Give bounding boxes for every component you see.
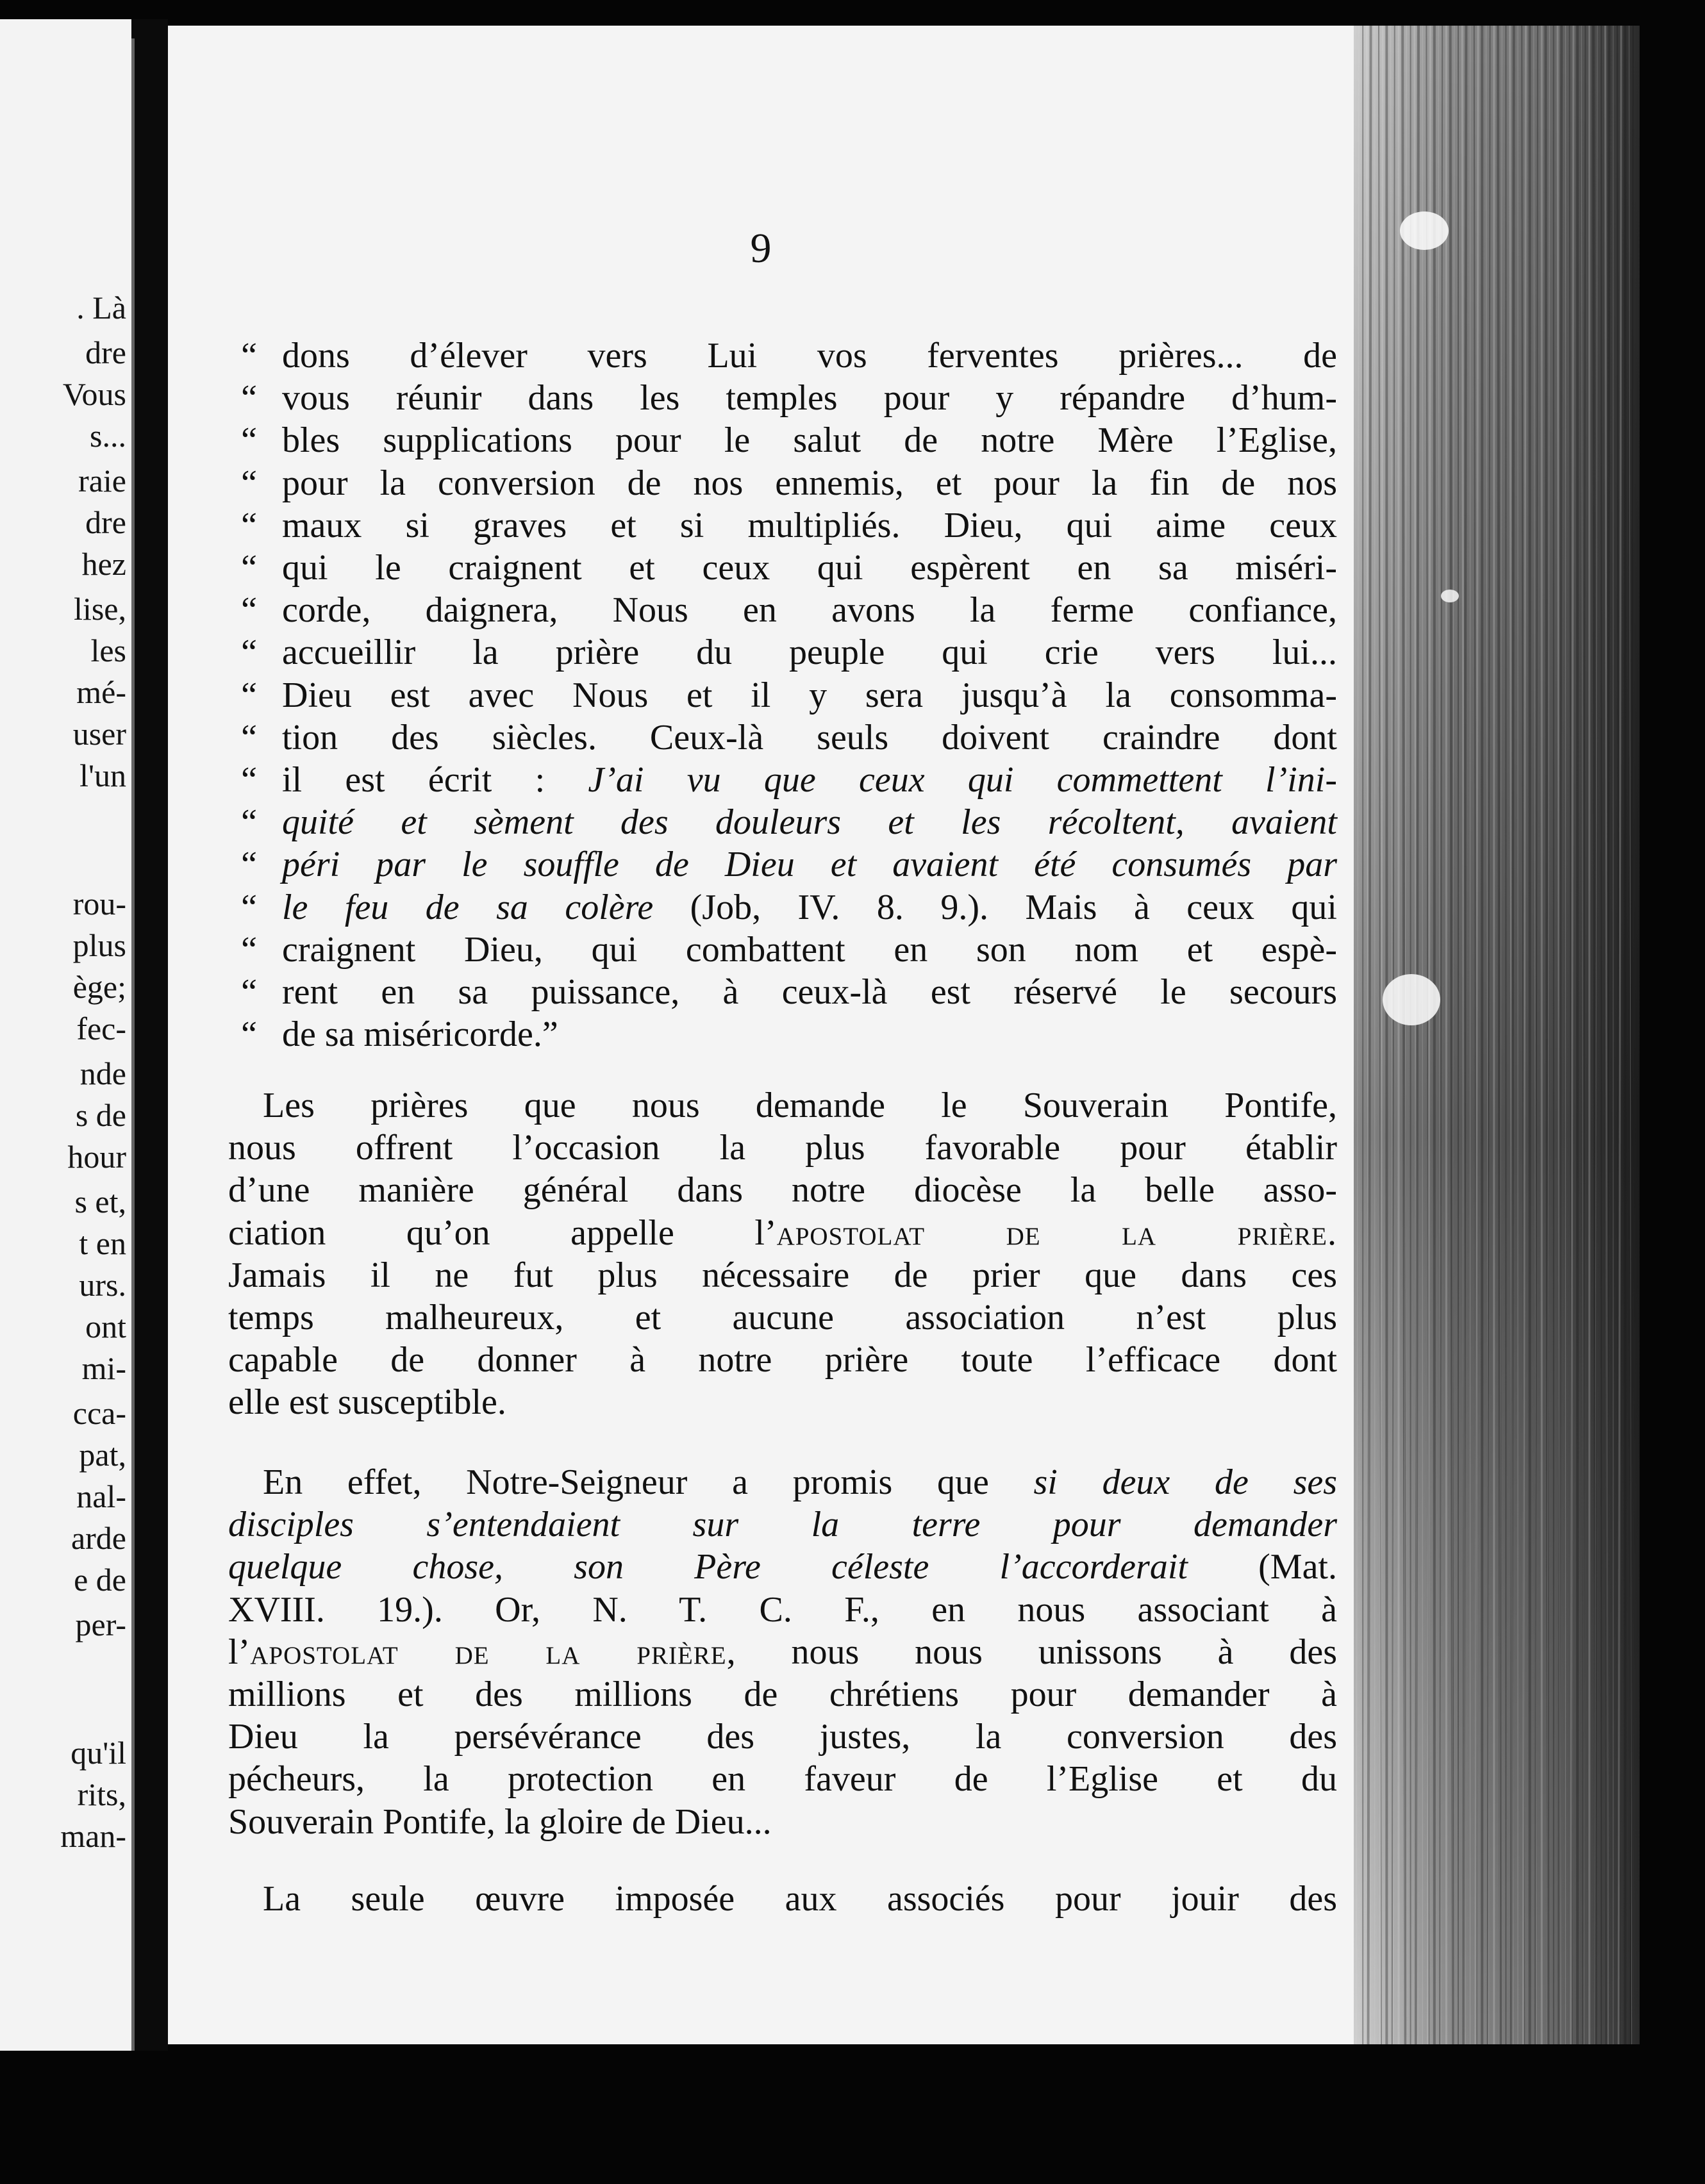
text-line — [228, 589, 1337, 631]
line-text — [282, 589, 1337, 631]
previous-page-text-fragment: s... — [90, 418, 126, 454]
line-text — [282, 886, 1337, 929]
text-line — [228, 1013, 1337, 1055]
text-run: nous offrent l’occasion la plus favorable pour établir — [228, 1128, 1337, 1168]
text-run: , nous nous unissons à des — [726, 1632, 1337, 1672]
text-line — [228, 419, 1337, 461]
text-line — [228, 759, 1337, 801]
text-run: qui le craignent et ceux qui espèrent en sa miséri- — [282, 548, 1337, 588]
line-text — [228, 1127, 1337, 1169]
previous-page-text-fragment: lise, — [74, 591, 126, 627]
line-text — [228, 1254, 1337, 1296]
line-text — [228, 1381, 1337, 1423]
previous-page-text-fragment: man- — [60, 1818, 126, 1854]
text-run: dons d’élever vers Lui vos ferventes prières... de — [282, 336, 1337, 376]
line-text — [282, 759, 1337, 801]
text-run: Dieu est avec Nous et il y sera jusqu’à la consomma- — [282, 675, 1337, 715]
text-line — [228, 1758, 1337, 1800]
previous-page-text-fragment: hez — [81, 546, 126, 582]
text-line — [228, 1169, 1337, 1211]
previous-page-text-fragment: . Là — [76, 290, 126, 326]
text-run: pour la conversion de nos ennemis, et pour la fin de nos — [282, 463, 1337, 503]
text-line — [228, 1296, 1337, 1339]
text-line — [228, 631, 1337, 674]
text-run: il est écrit : — [282, 760, 588, 800]
line-text — [228, 1461, 1337, 1503]
small-caps-run: apostolat de la prière. — [776, 1213, 1337, 1253]
italic-run: si deux de ses — [1033, 1462, 1338, 1502]
text-run: (Mat. — [1187, 1547, 1337, 1587]
text-run: millions et des millions de chrétiens pour demander à — [228, 1675, 1337, 1714]
previous-page-text-fragment: per- — [75, 1607, 126, 1642]
line-text — [228, 1589, 1337, 1631]
line-text — [282, 462, 1337, 504]
quote-mark: “ — [241, 548, 257, 588]
line-text — [282, 335, 1337, 377]
text-line — [228, 335, 1337, 377]
line-text — [282, 419, 1337, 461]
previous-page-text-fragment: qu'il — [71, 1735, 126, 1771]
previous-page-text-fragment: raie — [78, 463, 126, 499]
text-run: elle est susceptible. — [228, 1382, 506, 1422]
text-line — [228, 1503, 1337, 1546]
italic-run: quité et sèment des douleurs et les récoltent, avaient — [282, 802, 1337, 842]
text-run: pécheurs, la protection en faveur de l’Eglise et du — [228, 1759, 1337, 1799]
text-run: En effet, Notre-Seigneur a promis que — [263, 1462, 1034, 1502]
italic-run: péri par le souffle de Dieu et avaient été consumés par — [282, 845, 1337, 884]
text-line — [228, 1801, 1337, 1843]
text-line — [228, 1716, 1337, 1758]
text-line — [228, 1339, 1337, 1381]
text-run: rent en sa puissance, à ceux-là est réservé le secours — [282, 972, 1337, 1012]
text-run: vous réunir dans les temples pour y répandre d’hum- — [282, 378, 1337, 418]
previous-page-text-fragment: s de — [75, 1097, 126, 1133]
quote-mark: “ — [241, 718, 257, 757]
line-text — [228, 1801, 1337, 1843]
text-line — [228, 674, 1337, 716]
quote-mark: “ — [241, 590, 257, 630]
previous-page-text-fragment: les — [90, 633, 126, 668]
scan-bottom-margin — [0, 2051, 1705, 2184]
line-text — [282, 801, 1337, 843]
previous-page-text-fragment: urs. — [79, 1267, 126, 1303]
previous-page-text-fragment: plus — [72, 927, 126, 963]
line-text — [282, 971, 1337, 1013]
previous-page-text-fragment: mé- — [76, 674, 126, 710]
quote-mark: “ — [241, 336, 257, 376]
line-text — [228, 1631, 1337, 1673]
line-text — [228, 1084, 1337, 1127]
text-run: Les prières que nous demande le Souverain Pontife, — [263, 1086, 1337, 1125]
previous-page-text-fragment: rou- — [72, 886, 126, 922]
text-line — [228, 929, 1337, 971]
text-line — [228, 1127, 1337, 1169]
line-text — [282, 843, 1337, 886]
line-text — [282, 547, 1337, 589]
line-text — [282, 674, 1337, 716]
text-run: La seule œuvre imposée aux associés pour jouir des — [263, 1879, 1337, 1919]
text-run: tion des siècles. Ceux-là seuls doivent craindre dont — [282, 718, 1337, 757]
quote-mark: “ — [241, 420, 257, 460]
text-line — [228, 1461, 1337, 1503]
line-text — [228, 1339, 1337, 1381]
italic-run: J’ai vu que ceux qui commettent l’ini- — [588, 760, 1338, 800]
quote-mark: “ — [241, 378, 257, 418]
previous-page-text-fragment: Vous — [62, 376, 126, 412]
line-text — [228, 1716, 1337, 1758]
text-line — [228, 1878, 1337, 1920]
line-text — [228, 1546, 1337, 1588]
previous-page-text-fragment: ège; — [72, 969, 126, 1005]
italic-run: disciples s’entendaient sur la terre pour demander — [228, 1505, 1337, 1544]
line-text — [282, 1013, 1337, 1055]
quote-mark: “ — [241, 633, 257, 672]
text-line — [228, 843, 1337, 886]
text-line — [228, 1546, 1337, 1588]
previous-page-text-fragment: pat, — [79, 1437, 126, 1473]
previous-page-text-fragment: arde — [71, 1520, 126, 1556]
text-run: XVIII. 19.). Or, N. T. C. F., en nous associant à — [228, 1590, 1337, 1630]
text-run: capable de donner à notre prière toute l’efficace dont — [228, 1340, 1337, 1380]
previous-page-text-fragment: t en — [79, 1225, 126, 1261]
italic-run: le feu de sa colère — [282, 888, 654, 927]
text-line — [228, 971, 1337, 1013]
text-run: temps malheureux, et aucune association n’est plus — [228, 1298, 1337, 1337]
line-text — [228, 1673, 1337, 1716]
line-text — [282, 377, 1337, 419]
quote-mark: “ — [241, 506, 257, 545]
quote-mark: “ — [241, 463, 257, 503]
previous-page-text-fragment: fec- — [76, 1011, 126, 1046]
quote-mark: “ — [241, 845, 257, 884]
previous-page-text-fragment: ont — [85, 1309, 126, 1344]
previous-page-text-fragment: dre — [85, 335, 126, 370]
italic-run: quelque chose, son Père céleste l’accorderait — [228, 1547, 1188, 1587]
line-text — [282, 716, 1337, 759]
text-line — [228, 1084, 1337, 1127]
text-line — [228, 1381, 1337, 1423]
text-run: bles supplications pour le salut de notre Mère l’Eglise, — [282, 420, 1337, 460]
quote-mark: “ — [241, 802, 257, 842]
quote-mark: “ — [241, 972, 257, 1012]
text-line — [228, 886, 1337, 929]
text-line — [228, 1254, 1337, 1296]
line-text — [282, 929, 1337, 971]
text-run: Jamais il ne fut plus nécessaire de prier que dans ces — [228, 1255, 1337, 1295]
line-text — [228, 1878, 1337, 1920]
line-text — [228, 1169, 1337, 1211]
text-run: maux si graves et si multipliés. Dieu, qui aime ceux — [282, 506, 1337, 545]
text-run: Souverain Pontife, la gloire de Dieu... — [228, 1802, 772, 1842]
previous-page-text-fragment: l'un — [79, 757, 126, 793]
previous-page-text-fragment: cca- — [72, 1395, 126, 1431]
page-number: 9 — [750, 225, 772, 272]
text-line — [228, 1631, 1337, 1673]
text-line — [228, 1589, 1337, 1631]
line-text — [282, 631, 1337, 674]
text-line — [228, 1212, 1337, 1254]
text-run: ciation qu’on appelle l’ — [228, 1213, 777, 1253]
previous-page-text-fragment: hour — [67, 1139, 126, 1175]
text-run: d’une manière général dans notre diocèse la belle asso- — [228, 1170, 1337, 1210]
small-caps-run: apostolat de la prière — [250, 1632, 727, 1672]
previous-page-text-fragment: nde — [79, 1055, 126, 1091]
text-run: corde, daignera, Nous en avons la ferme confiance, — [282, 590, 1337, 630]
previous-page-text-fragment: dre — [85, 504, 126, 540]
line-text — [228, 1212, 1337, 1254]
previous-page-text-fragment: mi- — [81, 1350, 126, 1386]
line-text — [228, 1758, 1337, 1800]
line-text — [282, 504, 1337, 547]
text-line — [228, 1673, 1337, 1716]
quote-mark: “ — [241, 888, 257, 927]
line-text — [228, 1296, 1337, 1339]
line-text — [228, 1503, 1337, 1546]
quote-mark: “ — [241, 1014, 257, 1054]
text-run: l’ — [228, 1632, 251, 1672]
text-line — [228, 504, 1337, 547]
text-run: Dieu la persévérance des justes, la conversion des — [228, 1717, 1337, 1757]
text-line — [228, 462, 1337, 504]
quote-mark: “ — [241, 675, 257, 715]
quote-mark: “ — [241, 760, 257, 800]
previous-page-text-fragment: e de — [74, 1562, 126, 1598]
text-run: (Job, IV. 8. 9.). Mais à ceux qui — [653, 888, 1337, 927]
text-run: de sa miséricorde.” — [282, 1014, 558, 1054]
text-line — [228, 547, 1337, 589]
text-run: accueillir la prière du peuple qui crie vers lui... — [282, 633, 1337, 672]
quote-mark: “ — [241, 930, 257, 970]
text-run: craignent Dieu, qui combattent en son nom et espè- — [282, 930, 1337, 970]
text-line — [228, 716, 1337, 759]
previous-page-text-fragment: s et, — [74, 1184, 126, 1220]
previous-page-text-fragment: rits, — [77, 1776, 126, 1812]
previous-page-edge — [0, 19, 131, 2134]
book-page — [168, 26, 1354, 2044]
text-line — [228, 377, 1337, 419]
book-fore-edge — [1354, 26, 1640, 2044]
text-line — [228, 801, 1337, 843]
previous-page-text-fragment: user — [72, 716, 126, 752]
previous-page-text-fragment: nal- — [76, 1478, 126, 1514]
